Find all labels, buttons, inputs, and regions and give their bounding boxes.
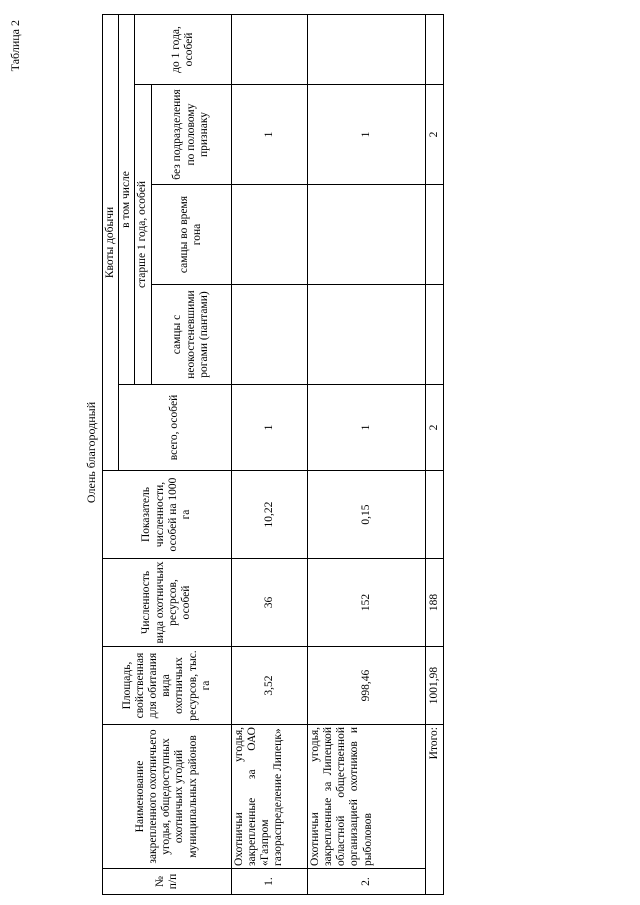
totals-under1 bbox=[425, 14, 443, 84]
cell-antlers bbox=[307, 285, 425, 385]
cell-nosex: 1 bbox=[307, 85, 425, 185]
cell-count: 152 bbox=[307, 559, 425, 647]
totals-density bbox=[425, 471, 443, 559]
header-rut: самцы во время гона bbox=[151, 185, 231, 285]
header-density: Показатель численности, особей на 1000 га bbox=[103, 471, 232, 559]
header-including: в том числе bbox=[119, 14, 135, 384]
cell-area: 3,52 bbox=[231, 647, 307, 725]
cell-name: Охотничьи угодья, закрепленные за ОАО «Газпром газораспределение Липецк» bbox=[231, 725, 307, 869]
table-row bbox=[231, 14, 307, 894]
cell-total: 1 bbox=[231, 385, 307, 471]
cell-density: 0,15 bbox=[307, 471, 425, 559]
header-older: старше 1 года, особей bbox=[135, 85, 151, 385]
cell-area: 998,46 bbox=[307, 647, 425, 725]
header-under1: до 1 года, особей bbox=[135, 14, 231, 84]
cell-rut bbox=[231, 185, 307, 285]
cell-antlers bbox=[231, 285, 307, 385]
cell-name: Охотничьи угодья, закрепленные за Липецкой областной общественной организацией охотников и рыболовов bbox=[307, 725, 425, 869]
header-area: Площадь, свойственная для обитания вида охотничьих ресурсов, тыс. га bbox=[103, 647, 232, 725]
header-count: Численность вида охотничьих ресурсов, особей bbox=[103, 559, 232, 647]
header-nosex: без подразделения по половому признаку bbox=[151, 85, 231, 185]
table-row bbox=[307, 14, 425, 894]
header-antlers: самцы с неокостеневшими рогами (пантами) bbox=[151, 285, 231, 385]
totals-count: 188 bbox=[425, 559, 443, 647]
totals-rut bbox=[425, 185, 443, 285]
header-total: всего, особей bbox=[119, 385, 231, 471]
cell-density: 10,22 bbox=[231, 471, 307, 559]
cell-count: 36 bbox=[231, 559, 307, 647]
quota-table bbox=[102, 14, 444, 895]
totals-antlers bbox=[425, 285, 443, 385]
cell-num: 2. bbox=[307, 869, 425, 895]
cell-under1 bbox=[231, 14, 307, 84]
cell-nosex: 1 bbox=[231, 85, 307, 185]
cell-under1 bbox=[307, 14, 425, 84]
totals-nosex: 2 bbox=[425, 85, 443, 185]
species-title: Олень благородный bbox=[84, 401, 98, 504]
table-caption: Таблица 2 bbox=[8, 20, 22, 72]
totals-total: 2 bbox=[425, 385, 443, 471]
header-num: № п/п bbox=[103, 869, 232, 895]
totals-label: Итого: bbox=[425, 725, 443, 895]
cell-total: 1 bbox=[307, 385, 425, 471]
header-quotas: Квоты добычи bbox=[103, 14, 119, 470]
cell-rut bbox=[307, 185, 425, 285]
cell-num: 1. bbox=[231, 869, 307, 895]
totals-area: 1001,98 bbox=[425, 647, 443, 725]
totals-row bbox=[425, 14, 443, 894]
header-name: Наименование закрепленного охотничьего угодья, общедоступных охотничьих угодий муниципальных районов bbox=[103, 725, 232, 869]
